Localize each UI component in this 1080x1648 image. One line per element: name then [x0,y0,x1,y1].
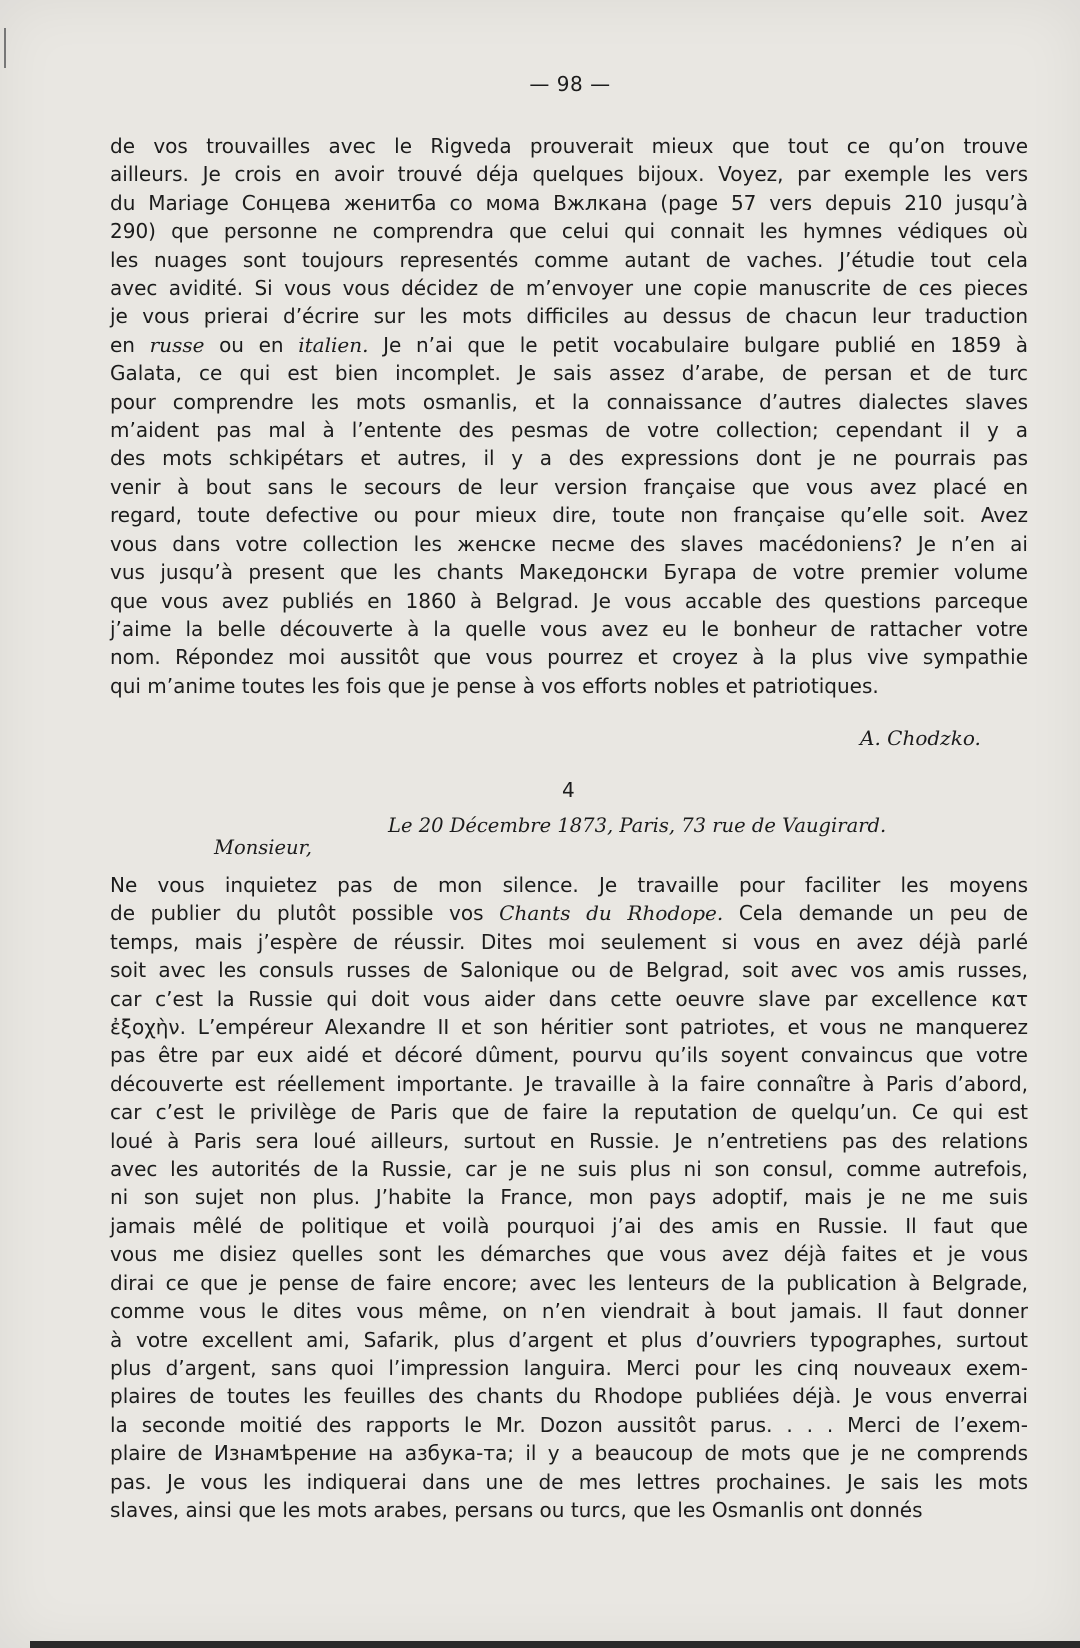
text-segment: que vous avez publiés en 1860 à Belgrad. Je vous accable des questions parceque [110,588,1028,613]
text-line [110,1468,1028,1496]
text-line [110,331,1028,359]
text-line [110,160,1028,188]
text-line [110,530,1028,558]
italic-text: italien. [298,332,369,357]
text-segment: 290) que personne ne comprendra que celui qui connait les hymnes védiques où [110,219,1028,244]
text-segment: pas être par eux aidé et décoré dûment, pourvu qu’ils soyent convaincus que votre [110,1043,1028,1068]
text-line [110,985,1028,1013]
letter-1-body [110,132,1028,700]
text-segment: vus jusqu’à present que les chants Македонски Бугара de votre premier volume [110,560,1028,585]
salutation: Monsieur, [214,836,312,859]
text-segment: pas. Je vous les indiquerai dans une de mes lettres prochaines. Je sais les mots [110,1469,1028,1494]
text-line [110,643,1028,671]
text-line [110,615,1028,643]
text-line [110,1183,1028,1211]
scan-bottom-edge [30,1641,1080,1648]
text-segment: comme vous le dites vous même, on n’en viendrait à bout jamais. Il faut donner [110,1299,1028,1324]
text-segment: de vos trouvailles avec le Rigveda prouverait mieux que tout ce qu’on trouve [110,134,1028,158]
text-segment: vous me disiez quelles sont les démarches que vous avez déjà faites et je vous [110,1242,1028,1267]
text-segment: venir à bout sans le secours de leur version française que vous avez placé en [110,474,1028,499]
italic-text: Chants du Rhodope. [499,901,724,926]
text-segment: la seconde moitié des rapports le Mr. Dozon aussitôt parus. . . . Merci de l’exem- [110,1412,1028,1437]
text-segment: nom. Répondez moi aussitôt que vous pourrez et croyez à la plus vive sympathie [110,645,1028,670]
text-segment: m’aident pas mal à l’entente des pesmas de votre collection; cependant il y a [110,418,1028,443]
text-line [110,1269,1028,1297]
text-segment: je vous prierai d’écrire sur les mots difficiles au dessus de chacun leur traduction [110,304,1028,329]
text-segment: car c’est la Russie qui doit vous aider dans cette oeuvre slave par excellence κατ [110,986,1028,1011]
text-line [110,501,1028,529]
letter-number: 4 [562,778,575,802]
text-segment: du Mariage Сонцева женитба со мома Вжлкана (page 57 vers depuis 210 jusqu’à [110,190,1028,215]
text-segment: jamais mêlé de politique et voilà pourquoi j’ai des amis en Russie. Il faut que [110,1213,1028,1238]
text-segment: Je n’ai que le petit vocabulaire bulgare publié en 1859 à [368,332,1029,357]
letter-2-body [110,871,1028,1524]
text-line [110,558,1028,586]
text-segment: avec avidité. Si vous vous décidez de m’envoyer une copie manuscrite de ces pieces [110,276,1028,301]
text-line [110,1212,1028,1240]
text-line [110,388,1028,416]
text-line [110,928,1028,956]
text-line [110,1297,1028,1325]
text-segment: découverte est réellement importante. Je travaille à la faire connaître à Paris d’abord, [110,1071,1028,1096]
text-line [110,217,1028,245]
text-segment: dirai ce que je pense de faire encore; avec les lenteurs de la publication à Belgrade, [110,1270,1028,1295]
text-segment: qui m’anime toutes les fois que je pense à vos efforts nobles et patriotiques. [110,673,879,698]
text-segment: Ne vous inquietez pas de mon silence. Je travaille pour faciliter les moyens [110,873,1028,897]
text-segment: avec les autorités de la Russie, car je ne suis plus ni son consul, comme autrefois, [110,1157,1028,1182]
text-segment: plus d’argent, sans quoi l’impression languira. Merci pour les cinq nouveaux exem- [110,1355,1028,1380]
text-line [110,1240,1028,1268]
text-line [110,416,1028,444]
text-line [110,871,1028,899]
signature: A. Chodzko. [860,726,981,750]
text-segment: slaves, ainsi que les mots arabes, persans ou turcs, que les Osmanlis ont donnés [110,1497,923,1522]
text-segment: de publier du plutôt possible vos [110,901,500,926]
dateline: Le 20 Décembre 1873, Paris, 73 rue de Vaugirard. [388,814,887,837]
text-segment: car c’est le privilège de Paris que de faire la reputation de quelqu’un. Ce qui est [110,1100,1028,1125]
text-line [110,956,1028,984]
text-line [110,587,1028,615]
text-line [110,1411,1028,1439]
text-segment: plaire de Изнамѣрение на азбука-та; il y a beaucoup de mots que je ne comprends [110,1441,1028,1466]
text-line [110,1496,1028,1524]
text-segment: en [110,332,150,357]
text-segment: Galata, ce qui est bien incomplet. Je sais assez d’arabe, de persan et de turc [110,361,1028,386]
text-line [110,1326,1028,1354]
text-line [110,1439,1028,1467]
text-segment: ni son sujet non plus. J’habite la France, mon pays adoptif, mais je ne me suis [110,1185,1028,1210]
page-number: — 98 — [529,72,611,96]
text-segment: soit avec les consuls russes de Salonique ou de Belgrad, soit avec vos amis russes, [110,958,1028,983]
text-line [110,274,1028,302]
text-line [110,1098,1028,1126]
text-segment: vous dans votre collection les женске песме des slaves macédoniens? Je n’en ai [110,531,1028,556]
text-line [110,1155,1028,1183]
text-line [110,1354,1028,1382]
text-segment: à votre excellent ami, Safarik, plus d’argent et plus d’ouvriers typographes, surtout [110,1327,1028,1352]
text-line [110,1041,1028,1069]
italic-text: russe [149,332,205,357]
text-line [110,132,1028,160]
text-line [110,359,1028,387]
text-segment: j’aime la belle découverte à la quelle vous avez eu le bonheur de rattacher votre [110,616,1028,641]
text-line [110,1382,1028,1410]
text-line [110,302,1028,330]
text-line [110,1013,1028,1041]
text-segment: ailleurs. Je crois en avoir trouvé déja quelques bijoux. Voyez, par exemple les vers [110,162,1028,187]
text-line [110,189,1028,217]
text-segment: ἐξοχὴν. L’empéreur Alexandre II et son héritier sont patriotes, et vous ne manquerez [110,1015,1028,1040]
text-segment: plaires de toutes les feuilles des chants du Rhodope publiées déjà. Je vous enverrai [110,1384,1028,1409]
text-segment: loué à Paris sera loué ailleurs, surtout en Russie. Je n’entretiens pas des relations [110,1128,1028,1153]
text-line [110,1127,1028,1155]
text-segment: des mots schkipétars et autres, il y a des expressions dont je ne pourrais pas [110,446,1028,471]
text-segment: regard, toute defective ou pour mieux dire, toute non française qu’elle soit. Avez [110,503,1028,528]
text-line [110,246,1028,274]
text-line [110,1070,1028,1098]
text-line [110,444,1028,472]
text-line [110,899,1028,927]
text-line [110,473,1028,501]
text-line [110,672,1028,700]
text-segment: les nuages sont toujours representés comme autant de vaches. J’étudie tout cela [110,247,1028,272]
text-segment: temps, mais j’espère de réussir. Dites moi seulement si vous en avez déjà parlé [110,929,1028,954]
text-segment: Cela demande un peu de [723,901,1029,926]
text-segment: ou en [204,332,299,357]
text-segment: pour comprendre les mots osmanlis, et la connaissance d’autres dialectes slaves [110,389,1028,414]
scan-edge-mark [4,28,6,68]
